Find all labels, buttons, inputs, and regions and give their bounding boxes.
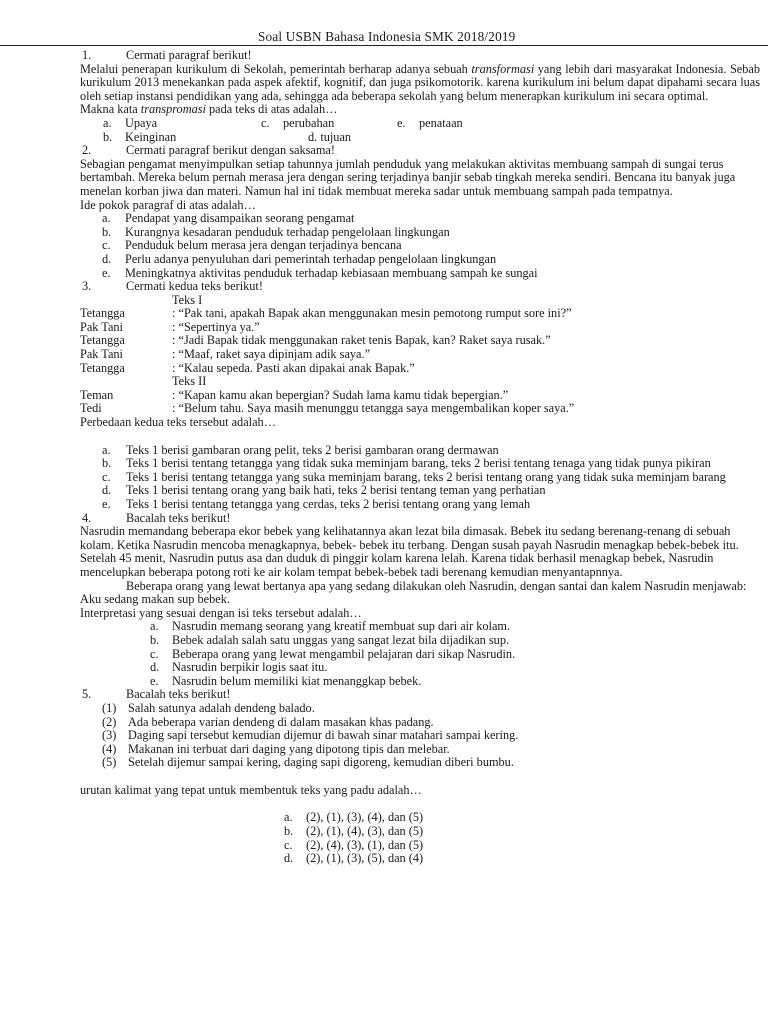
question-1-heading: 1. Cermati paragraf berikut! <box>82 48 252 62</box>
spacer <box>80 430 760 444</box>
question-3-heading: 3. Cermati kedua teks berikut! <box>82 279 263 294</box>
option: c. Beberapa orang yang lewat mengambil pelajaran dari sikap Nasrudin. <box>150 646 516 661</box>
text-1-title: Teks I <box>172 292 203 307</box>
option: a. Upaya <box>103 115 158 130</box>
option: b. (2), (1), (4), (3), dan (5) <box>284 824 424 839</box>
option: b. Kurangnya kesadaran penduduk terhadap pengelolaan lingkungan <box>102 224 450 239</box>
question-2-passage: Sebagian pengamat menyimpulkan setiap tahunnya jumlah penduduk yang melakukan aktivitas membuang sampah di sungai terus bertambah. Mereka belum pernah merasa jera dengan sering terjadinya banjir sebab tingkah mereka sendiri. Bencana itu banyak juga menelan korban jiwa dan materi. Namun hal ini tidak membuat mereka sadar untuk membuang sampah pada tempatnya. <box>80 156 736 198</box>
header-title: Soal USBN Bahasa Indonesia SMK 2018/2019 <box>258 29 516 44</box>
dialog-line: Tetangga : “Jadi Bapak tidak menggunakan raket tenis Bapak, kan? Raket saya rusak.” <box>80 333 551 348</box>
question-4-prompt: Interpretasi yang sesuai dengan isi teks tersebut adalah… <box>80 605 362 620</box>
option: d. Nasrudin berpikir logis saat itu. <box>150 660 328 675</box>
dialog-line: Tedi : “Belum tahu. Saya masih menunggu tetangga saya mengembalikan koper saya.” <box>80 401 575 416</box>
dialog-line: Tetangga : “Kalau sepeda. Pasti akan dipakai anak Bapak.” <box>80 360 415 375</box>
option: c. (2), (4), (3), (1), dan (5) <box>284 837 424 852</box>
option: d. tujuan <box>308 129 352 144</box>
question-5-prompt: urutan kalimat yang tepat untuk membentuk teks yang padu adalah… <box>80 782 422 797</box>
question-5-heading: 5. Bacalah teks berikut! <box>82 687 231 702</box>
option: b. Bebek adalah salah satu unggas yang sangat lezat bila dijadikan sup. <box>150 632 510 647</box>
option: e. penataan <box>397 115 463 130</box>
option: d. Teks 1 berisi tentang orang yang baik hati, teks 2 berisi tentang teman yang perhatian <box>102 483 546 498</box>
spacer <box>80 770 760 784</box>
option: b. Teks 1 berisi tentang tetangga yang tidak suka meminjam barang, teks 2 berisi tentang tenaga yang tidak punya pikiran <box>102 456 711 471</box>
sentence-item: (1) Salah satunya adalah dendeng balado. <box>102 700 315 715</box>
text-2-title: Teks II <box>172 374 207 389</box>
question-2-heading: 2. Cermati paragraf berikut dengan saksama! <box>82 143 335 158</box>
header-rule <box>0 45 768 46</box>
question-3-prompt: Perbedaan kedua teks tersebut adalah… <box>80 415 276 430</box>
option: e. Nasrudin belum memiliki kiat menanggkap bebek. <box>150 673 422 688</box>
page-header <box>0 30 768 46</box>
dialog-line: Teman : “Kapan kamu akan bepergian? Sudah lama kamu tidak bepergian.” <box>80 387 509 402</box>
question-4-passage-2: Beberapa orang yang lewat bertanya apa yang sedang dilakukan oleh Nasrudin, dengan santai dan kalem Nasrudin menjawab: Aku sedang makan sup bebek. <box>80 578 747 607</box>
spacer <box>80 797 760 811</box>
option: d. Perlu adanya penyuluhan dari pemerintah terhadap pengelolaan lingkungan <box>102 251 497 266</box>
question-1-options-row-1 <box>80 117 760 131</box>
option: c. Penduduk belum merasa jera dengan terjadinya bencana <box>102 238 402 253</box>
option: b. Keinginan <box>103 129 177 144</box>
question-1-prompt: Makna kata transpromasi pada teks di atas adalah… <box>80 102 338 117</box>
option: e. Teks 1 berisi tentang tetangga yang cerdas, teks 2 berisi tentang orang yang lemah <box>102 497 531 511</box>
question-4-heading: 4. Bacalah teks berikut! <box>82 510 231 525</box>
option: a. Pendapat yang disampaikan seorang pengamat <box>102 211 355 226</box>
dialog-line: Tetangga : “Pak tani, apakah Bapak akan menggunakan mesin pemotong rumput sore ini?” <box>80 306 572 321</box>
sentence-item: (5) Setelah dijemur sampai kering, daging sapi digoreng, kemudian diberi bumbu. <box>102 755 514 770</box>
option: a. Nasrudin memang seorang yang kreatif membuat sup dari air kolam. <box>150 619 511 634</box>
option: a. (2), (1), (3), (4), dan (5) <box>284 810 424 825</box>
option: d. (2), (1), (3), (5), dan (4) <box>284 851 424 866</box>
option: a. Teks 1 berisi gambaran orang pelit, teks 2 berisi gambaran orang dermawan <box>102 442 499 457</box>
question-2-prompt: Ide pokok paragraf di atas adalah… <box>80 197 256 212</box>
option: e. Meningkatnya aktivitas penduduk terhadap kebiasaan membuang sampah ke sungai <box>102 265 538 280</box>
sentence-item: (2) Ada beberapa varian dendeng di dalam masakan khas padang. <box>102 714 434 729</box>
question-1-options-row-2 <box>80 131 760 145</box>
option: c. Teks 1 berisi tentang tetangga yang suka meminjam barang, teks 2 berisi tentang orang yang tidak suka meminjam barang <box>102 469 726 484</box>
question-1-passage: Melalui penerapan kurikulum di Sekolah, pemerintah berharap adanya sebuah transformasi yang lebih dari masyarakat Indonesia. Sebab kurikulum 2013 menekankan pada aspek afektif, kognitif, dan juga psikomotorik. karena kurikulum ini belum dapat dipahami secara luas oleh setiap instansi pendidikan yang ada, sehingga ada beberapa sekolah yang belum menerapkan kurikulum ini secara optimal. <box>80 61 760 103</box>
sentence-item: (3) Daging sapi tersebut kemudian dijemur di bawah sinar matahari sampai kering. <box>102 728 519 743</box>
sentence-item: (4) Makanan ini terbuat dari daging yang dipotong tipis dan melebar. <box>102 741 450 756</box>
option: c. perubahan <box>261 115 335 130</box>
dialog-line: Pak Tani : “Sepertinya ya.” <box>80 319 260 334</box>
question-4-passage-1: Nasrudin memandang beberapa ekor bebek yang kelihatannya akan lezat bila dimasak. Bebek itu sedang berenang-renang di sebuah kolam. Ketika Nasrudin mencoba menagkapnya, bebek- bebek itu terbang. Dengan susah payah Nasrudin menagkap bebek-bebek itu. Setelah 45 menit, Nasrudin putus asa dan duduk di pinggir kolam karena lelah. Karena tidak berhasil menagkap bebek, Nasrudin mencelupkan beberapa potong roti ke air kolam tempat bebek-bebek tadi berenang kemudian menyantapnnya. <box>80 524 739 579</box>
dialog-line: Pak Tani : “Maaf, raket saya dipinjam adik saya.” <box>80 347 371 362</box>
document-body <box>80 49 760 866</box>
